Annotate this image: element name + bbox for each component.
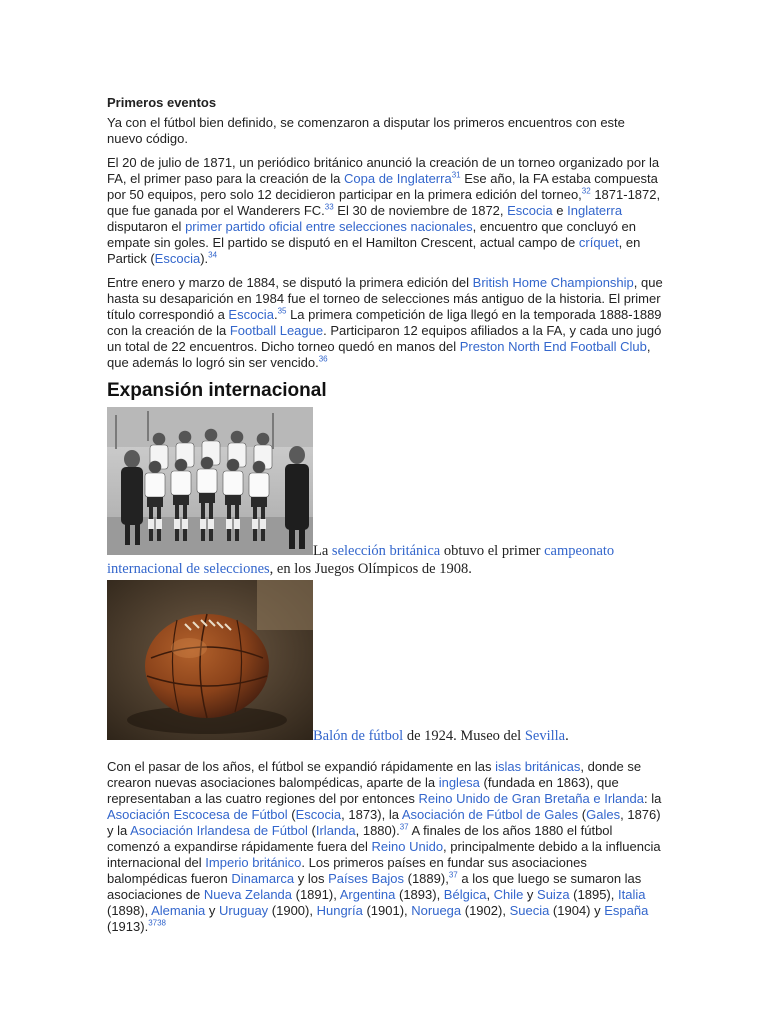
section-heading-primeros-eventos: Primeros eventos [107,95,217,110]
link-espana[interactable]: España [604,903,649,918]
text: , 1873), la [341,807,402,822]
link-seleccion-britanica[interactable]: selección británica [331,543,441,559]
link-reino-unido[interactable]: Reino Unido [371,839,444,854]
link-argentina[interactable]: Argentina [339,887,396,902]
text: (1913). [107,919,149,934]
text: (1889), [404,871,449,886]
reference-34[interactable]: 34 [208,250,218,260]
text: Ese año, la FA estaba compuesta por 50 equipos, pero solo 12 decidieron participar en la primera edición del torneo, [107,171,658,202]
text: Con el pasar de los años, el fútbol se expandió rápidamente en las [107,759,496,774]
text: . [565,728,569,744]
text: y [523,887,538,902]
link-british-home-championship[interactable]: British Home Championship [472,275,634,290]
ball-photo-image[interactable] [107,580,313,745]
text: ). [200,251,209,266]
figure-team-photo [107,407,663,578]
link-escocia-3[interactable]: Escocia [228,307,274,322]
text: La primera competición de liga llegó en la temporada 1888-1889 con la creación de la [107,307,662,338]
text: e [552,203,568,218]
link-balon-de-futbol[interactable]: Balón de fútbol [313,728,404,744]
link-dinamarca[interactable]: Dinamarca [231,871,295,886]
link-alemania[interactable]: Alemania [151,903,206,918]
link-copa-de-inglaterra[interactable]: Copa de Inglaterra [344,171,452,186]
reference-37-2[interactable]: 37 [448,870,458,880]
text: (1902), [461,903,510,918]
link-inglesa[interactable]: inglesa [438,775,480,790]
text: , encuentro que concluyó en empate sin goles. El partido se disputó en el Hamilton Crescent, actual campo de [107,219,636,250]
text: disputaron el [107,219,186,234]
link-belgica[interactable]: Bélgica [443,887,487,902]
text: 1871-1872, que fue ganada por el Wanderers FC. [107,187,661,218]
figure-ball-photo [107,580,663,745]
text: (1895), [569,887,618,902]
reference-31[interactable]: 31 [451,170,461,180]
text: (1891), [292,887,340,902]
link-irlanda[interactable]: Irlanda [315,823,356,838]
text: y [205,903,220,918]
text: , que hasta su desaparición en 1984 fue el torneo de selecciones más antiguo de la historia. El primer título correspondió a [107,275,663,322]
link-hungria[interactable]: Hungría [316,903,363,918]
text: , en los Juegos Olímpicos de 1908. [269,561,472,577]
reference-36[interactable]: 36 [318,354,328,364]
link-nueva-zelanda[interactable]: Nueva Zelanda [203,887,293,902]
link-preston-north-end[interactable]: Preston North End Football Club [459,339,647,354]
link-criquet[interactable]: críquet [578,235,619,250]
text: , [486,887,494,902]
text: (fundada en 1863), que representaban a las cuatro regiones del por entonces [107,775,619,806]
link-escocia[interactable]: Escocia [507,203,553,218]
team-photo-svg [107,407,313,555]
text: , en Partick ( [107,235,641,266]
link-sevilla[interactable]: Sevilla [524,728,566,744]
text: , principalmente debido a la influencia internacional del [107,839,661,870]
ball-photo-svg [107,580,313,740]
link-uruguay[interactable]: Uruguay [219,903,269,918]
text: (1904) y [549,903,605,918]
link-gales[interactable]: Gales [586,807,621,822]
paragraph-1871 [107,155,663,267]
paragraph-expansion [107,759,663,935]
reference-37[interactable]: 37 [399,822,409,832]
text: ( [578,807,587,822]
section-heading-expansion-internacional: Expansión internacional [107,380,327,401]
article-content [107,95,663,943]
paragraph-1884 [107,275,663,371]
reference-32[interactable]: 32 [581,186,591,196]
link-escocia-4[interactable]: Escocia [295,807,342,822]
reference-33[interactable]: 33 [324,202,334,212]
reference-3738[interactable]: 3738 [148,918,166,928]
link-suiza[interactable]: Suiza [537,887,570,902]
text: : la [643,791,662,806]
text: (1900), [268,903,317,918]
link-campeonato-internacional[interactable]: campeonato internacional de selecciones [107,543,615,577]
link-suecia[interactable]: Suecia [509,903,550,918]
text: (1901), [362,903,412,918]
link-asociacion-escocesa[interactable]: Asociación Escocesa de Fútbol [107,807,288,822]
text: . Los primeros países en fundar sus asociaciones balompédicas fueron [107,855,587,886]
reference-35[interactable]: 35 [277,306,287,316]
link-primer-partido-oficial[interactable]: primer partido oficial entre selecciones nacionales [185,219,473,234]
text: El 20 de julio de 1871, un periódico británico anunció la creación de un torneo organizado por la FA, el primer paso para la creación de la [107,155,660,186]
link-islas-britanicas[interactable]: islas británicas [495,759,581,774]
link-asociacion-gales[interactable]: Asociación de Fútbol de Gales [401,807,579,822]
link-escocia-2[interactable]: Escocia [154,251,201,266]
link-inglaterra[interactable]: Inglaterra [567,203,623,218]
text: La [313,543,332,559]
text: de 1924. Museo del [403,728,525,744]
text: , donde se crearon nuevas asociaciones balompédicas, aparte de la [107,759,642,790]
text: , que además lo logró sin ser vencido. [107,339,651,370]
link-imperio-britanico[interactable]: Imperio británico [205,855,302,870]
link-paises-bajos[interactable]: Países Bajos [328,871,405,886]
paragraph-intro: Ya con el fútbol bien definido, se comenzaron a disputar los primeros encuentros con este nuevo código. [107,115,625,146]
link-reino-unido-gran-bretana-irlanda[interactable]: Reino Unido de Gran Bretaña e Irlanda [418,791,644,806]
text: ( [287,807,296,822]
text: obtuvo el primer [440,543,545,559]
link-chile[interactable]: Chile [493,887,524,902]
link-noruega[interactable]: Noruega [411,903,462,918]
text: . Participaron 12 equipos afiliados a la FA, y cada uno jugó un total de 22 encuentros. Dicho torneo quedó en manos del [107,323,662,354]
team-photo-image[interactable] [107,407,313,560]
text: a los que luego se sumaron las asociaciones de [107,871,642,902]
text: El 30 de noviembre de 1872, [333,203,508,218]
text: (1898), [107,903,152,918]
text: y los [294,871,329,886]
link-football-league[interactable]: Football League [229,323,324,338]
link-asociacion-irlandesa[interactable]: Asociación Irlandesa de Fútbol [130,823,308,838]
text: . [273,307,278,322]
text: (1893), [395,887,444,902]
text: Entre enero y marzo de 1884, se disputó la primera edición del [107,275,473,290]
text: , 1876) y la [107,807,661,838]
text: A finales de los años 1880 el fútbol comenzó a expandirse rápidamente fuera del [107,823,613,854]
link-italia[interactable]: Italia [617,887,646,902]
text: , 1880). [355,823,400,838]
text: ( [307,823,316,838]
